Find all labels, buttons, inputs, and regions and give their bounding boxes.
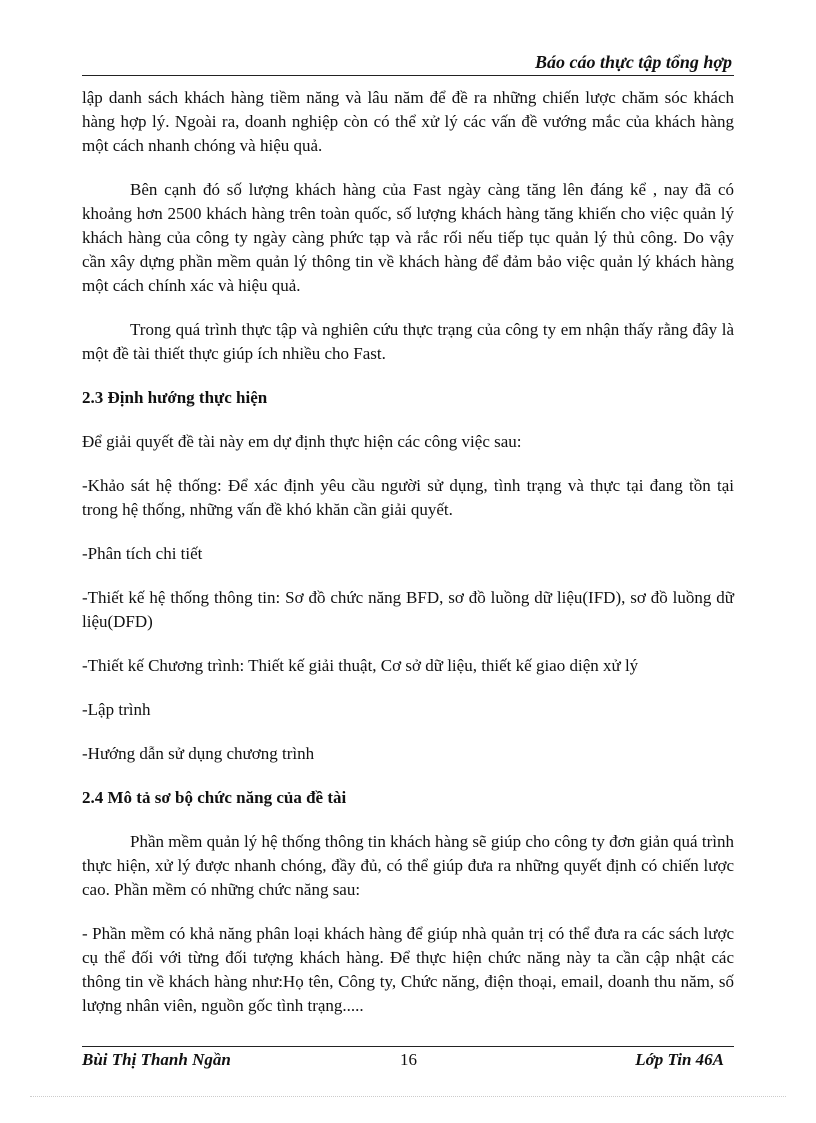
section-2-3-intro: Để giải quyết đề tài này em dự định thực hiện các công việc sau: — [82, 432, 522, 451]
section-2-4-classification: - Phần mềm có khả năng phân loại khách hàng để giúp nhà quản trị có thể đưa ra các sách lược cụ thể đối với từng đối tượng khách hàng. Để thực hiện chức năng này ta cần cập nhật các thông tin về khách hàng như:Họ tên, Công ty, Chức năng, điện thoại, email, doanh thu năm, số lượng nhân viên, nguồn gốc tình trạng..... — [82, 924, 734, 1015]
task-item-survey: -Khảo sát hệ thống: Để xác định yêu cầu người sử dụng, tình trạng và thực tại đang tồn tại trong hệ thống, những vấn đề khó khăn cần giải quyết. — [82, 476, 734, 519]
task-item-analysis: -Phân tích chi tiết — [82, 544, 203, 563]
task-item-programming: -Lập trình — [82, 700, 151, 719]
document-body — [82, 86, 734, 1038]
footer-rule — [82, 1046, 734, 1047]
section-heading-2-4: 2.4 Mô tả sơ bộ chức năng của đề tài — [82, 788, 347, 807]
paragraph-internship: Trong quá trình thực tập và nghiên cứu thực trạng của công ty em nhận thấy rằng đây là một đề tài thiết thực giúp ích nhiều cho Fast. — [82, 320, 734, 363]
section-heading-2-3: 2.3 Định hướng thực hiện — [82, 388, 268, 407]
footer-class: Lớp Tin 46A — [635, 1050, 724, 1069]
section-2-4-paragraph: Phần mềm quản lý hệ thống thông tin khách hàng sẽ giúp cho công ty đơn giản quá trình thực hiện, xử lý được nhanh chóng, đầy đủ, có thể giúp đưa ra những quyết định có chiến lược cao. Phần mềm có những chức năng sau: — [82, 832, 734, 899]
paragraph-continued: lập danh sách khách hàng tiềm năng và lâu năm để đề ra những chiến lược chăm sóc khách hàng hợp lý. Ngoài ra, doanh nghiệp còn có thể xử lý các vấn đề vướng mắc của khách hàng một cách nhanh chóng và hiệu quả. — [82, 88, 734, 155]
paragraph-customer-growth: Bên cạnh đó số lượng khách hàng của Fast ngày càng tăng lên đáng kể , nay đã có khoảng hơn 2500 khách hàng trên toàn quốc, số lượng khách hàng tăng khiến cho việc quản lý khách hàng của công ty ngày càng phức tạp và rắc rối nếu tiếp tục quản lý thủ công. Do vậy cần xây dựng phần mềm quản lý thông tin về khách hàng để đảm bảo việc quản lý khách hàng một cách chính xác và hiệu quả. — [82, 180, 734, 295]
task-item-program-design: -Thiết kế Chương trình: Thiết kế giải thuật, Cơ sở dữ liệu, thiết kế giao diện xử lý — [82, 656, 639, 675]
page-number: 16 — [400, 1050, 417, 1069]
page-edge-divider — [30, 1096, 786, 1097]
task-item-user-guide: -Hướng dẫn sử dụng chương trình — [82, 744, 315, 763]
header-title: Báo cáo thực tập tổng hợp — [535, 52, 732, 72]
page-footer — [82, 1050, 734, 1074]
footer-author: Bùi Thị Thanh Ngần — [82, 1050, 231, 1069]
task-item-system-design: -Thiết kế hệ thống thông tin: Sơ đồ chức năng BFD, sơ đồ luồng dữ liệu(IFD), sơ đồ luồng dữ liệu(DFD) — [82, 588, 734, 631]
header-rule — [82, 75, 734, 76]
